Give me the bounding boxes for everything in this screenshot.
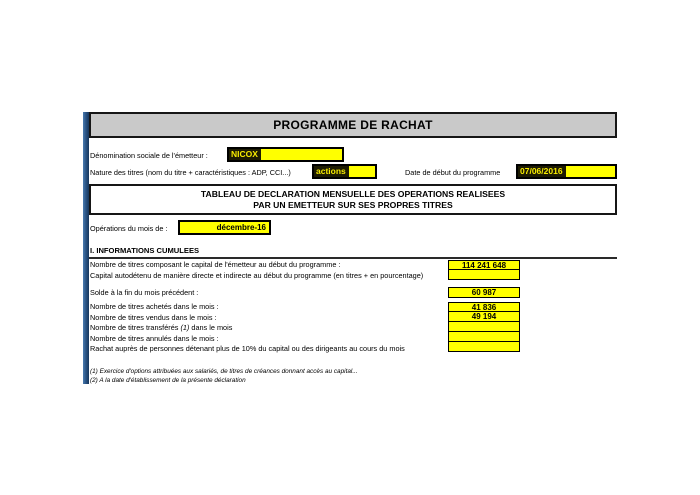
value-shares-bought[interactable]: 41 836 [471,302,497,312]
securities-type-value: actions [314,166,349,177]
month-label: Opérations du mois de : [90,224,168,233]
footnote-2: (2) A la date d'établissement de la présente déclaration [90,376,246,384]
row-label-balance-prev-month: Solde à la fin du mois précédent : [90,288,199,297]
row-label-self-held: Capital autodétenu de manière directe et indirecte au début du programme (en titres + en pourcentage) [90,270,424,280]
row-label-shares-sold: Nombre de titres vendus dans le mois : [90,312,217,322]
row-label-shares-bought: Nombre de titres achetés dans le mois : [90,302,219,312]
cumulative-section-title: I. INFORMATIONS CUMULEES [90,246,200,255]
value-buyback-10pct[interactable] [449,341,519,351]
securities-type-field[interactable] [312,164,377,179]
declaration-title-line2: PAR UN EMETTEUR SUR SES PROPRES TITRES [253,199,453,210]
month-value: décembre-16 [216,223,266,232]
section-divider [89,257,617,259]
page-title: PROGRAMME DE RACHAT [273,118,433,132]
start-date-field[interactable] [516,164,617,179]
declaration-title-line1: TABLEAU DE DECLARATION MENSUELLE DES OPERATIONS REALISEES [200,188,506,199]
securities-label: Nature des titres (nom du titre + caractéristiques : ADP, CCI...) [90,168,291,177]
issuer-label: Dénomination sociale de l'émetteur : [90,151,208,160]
cumulative-cells-group-2 [448,287,520,298]
left-accent-bar [83,112,89,384]
cumulative-cells-group-1 [448,260,520,281]
value-shares-transferred[interactable] [449,321,519,331]
value-self-held[interactable] [449,269,519,279]
row-label-shares-cancelled: Nombre de titres annulés dans le mois : [90,333,219,343]
row-label-shares-transferred-pre: Nombre de titres transférés [90,323,181,333]
value-balance-prev-month[interactable]: 60 987 [471,288,497,297]
footnote-1: (1) Exercice d'options attribuées aux salariés, de titres de créances donnant accès au capital... [90,368,358,375]
start-date-label: Date de début du programme [405,168,501,177]
cumulative-cells-group-3 [448,302,520,352]
start-date-value: 07/06/2016 [518,166,566,177]
value-shares-sold[interactable]: 49 194 [449,311,519,321]
value-shares-cancelled[interactable] [449,331,519,341]
row-label-shares-transferred-post: dans le mois [189,323,233,333]
footnote-ref-1: (1) [180,323,190,333]
value-capital-start[interactable]: 114 241 648 [461,260,507,270]
row-label-buyback-10pct: Rachat auprès de personnes détenant plus de 10% du capital ou des dirigeants au cours du mois [90,344,405,353]
month-field[interactable] [178,220,271,235]
issuer-field[interactable] [227,147,344,162]
declaration-title-box [89,184,617,215]
row-label-shares-transferred [90,323,232,333]
page-title-banner [89,112,617,138]
issuer-value: NICOX [229,149,261,160]
row-label-capital-start: Nombre de titres composant le capital de l'émetteur au début du programme : [90,260,341,270]
